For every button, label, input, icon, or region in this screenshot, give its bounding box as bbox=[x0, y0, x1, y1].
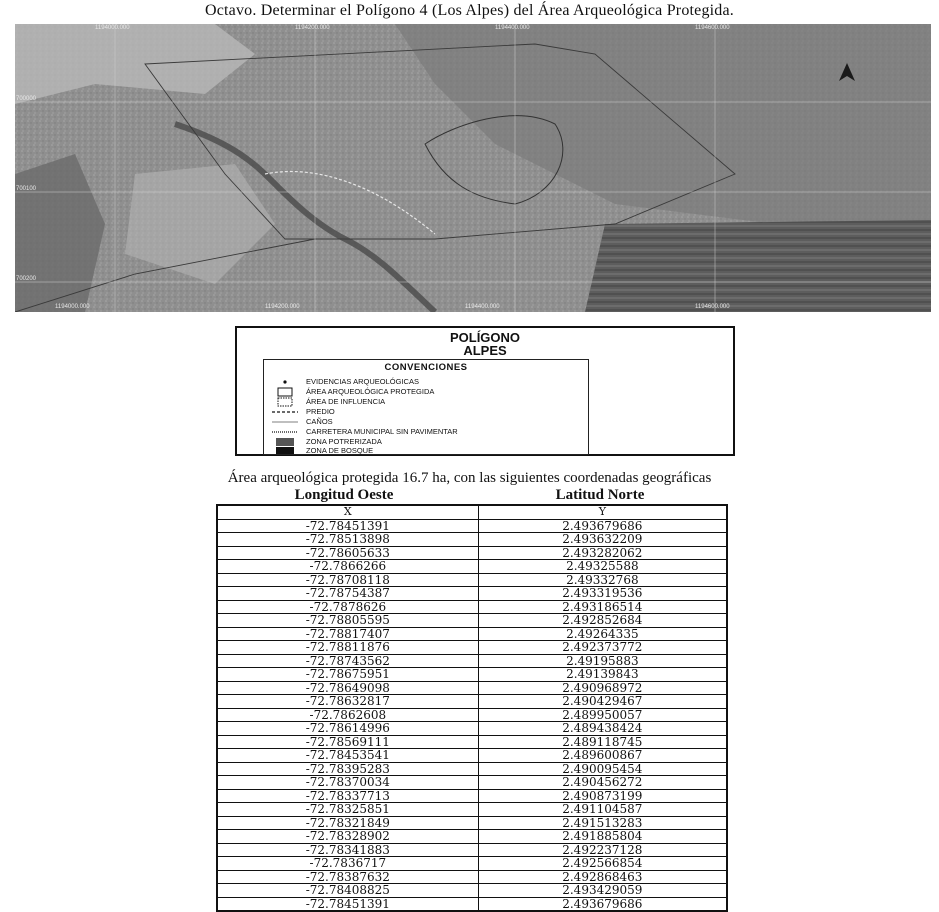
table-row bbox=[217, 708, 727, 722]
map-legend bbox=[235, 326, 735, 456]
latitude-cell: 2.489438424 bbox=[478, 722, 727, 736]
table-row bbox=[217, 722, 727, 736]
latitude-cell: 2.492868463 bbox=[478, 870, 727, 884]
dashed-line-icon bbox=[268, 407, 302, 417]
table-row bbox=[217, 627, 727, 641]
longitude-header: Longitud Oeste bbox=[294, 487, 394, 503]
y-column-header: Y bbox=[478, 505, 727, 519]
table-row bbox=[217, 789, 727, 803]
legend-item-label: CAÑOS bbox=[306, 417, 333, 426]
latitude-cell: 2.492237128 bbox=[478, 843, 727, 857]
legend-title-line1: POLÍGONO bbox=[449, 330, 521, 345]
area-caption: Área arqueológica protegida 16.7 ha, con las siguientes coordenadas geográficas bbox=[227, 470, 712, 486]
latitude-cell: 2.49332768 bbox=[478, 573, 727, 587]
latitude-cell: 2.493186514 bbox=[478, 600, 727, 614]
table-row bbox=[217, 749, 727, 763]
table-row bbox=[217, 681, 727, 695]
latitude-cell: 2.493632209 bbox=[478, 533, 727, 547]
table-header-row bbox=[217, 505, 727, 519]
longitude-cell: -72.7866266 bbox=[217, 560, 478, 574]
longitude-cell: -72.78632817 bbox=[217, 695, 478, 709]
legend-conventions-box bbox=[263, 359, 589, 455]
table-row bbox=[217, 560, 727, 574]
latitude-cell: 2.489118745 bbox=[478, 735, 727, 749]
thin-line-icon bbox=[268, 417, 302, 427]
latitude-cell: 2.491885804 bbox=[478, 830, 727, 844]
latitude-cell: 2.489950057 bbox=[478, 708, 727, 722]
latitude-cell: 2.490456272 bbox=[478, 776, 727, 790]
latitude-cell: 2.489600867 bbox=[478, 749, 727, 763]
table-row bbox=[217, 803, 727, 817]
table-row bbox=[217, 641, 727, 655]
latitude-cell: 2.491513283 bbox=[478, 816, 727, 830]
table-row bbox=[217, 668, 727, 682]
map-tick-bottom-3: 1194400.000 bbox=[465, 304, 500, 310]
table-row bbox=[217, 897, 727, 911]
latitude-cell: 2.493679686 bbox=[478, 519, 727, 533]
latitude-cell: 2.490095454 bbox=[478, 762, 727, 776]
longitude-cell: -72.7836717 bbox=[217, 857, 478, 871]
legend-item-label: ÁREA ARQUEOLÓGICA PROTEGIDA bbox=[306, 387, 435, 396]
legend-title bbox=[237, 331, 733, 357]
table-row bbox=[217, 600, 727, 614]
table-row bbox=[217, 843, 727, 857]
latitude-cell: 2.49264335 bbox=[478, 627, 727, 641]
table-super-headers bbox=[0, 487, 939, 505]
latitude-cell: 2.490968972 bbox=[478, 681, 727, 695]
longitude-cell: -72.78453541 bbox=[217, 749, 478, 763]
latitude-cell: 2.492852684 bbox=[478, 614, 727, 628]
longitude-cell: -72.78408825 bbox=[217, 884, 478, 898]
map-tick-left-2: 700100 bbox=[16, 186, 37, 192]
map-tick-left-3: 700200 bbox=[16, 276, 37, 282]
table-row bbox=[217, 654, 727, 668]
table-row bbox=[217, 870, 727, 884]
table-row bbox=[217, 614, 727, 628]
table-row bbox=[217, 587, 727, 601]
map-tick-top-1: 1194000.000 bbox=[95, 25, 130, 31]
longitude-cell: -72.7862608 bbox=[217, 708, 478, 722]
longitude-cell: -72.78325851 bbox=[217, 803, 478, 817]
longitude-cell: -72.78341883 bbox=[217, 843, 478, 857]
longitude-cell: -72.78649098 bbox=[217, 681, 478, 695]
latitude-cell: 2.492566854 bbox=[478, 857, 727, 871]
longitude-cell: -72.78569111 bbox=[217, 735, 478, 749]
table-row bbox=[217, 857, 727, 871]
longitude-cell: -72.78321849 bbox=[217, 816, 478, 830]
table-row bbox=[217, 762, 727, 776]
latitude-cell: 2.490429467 bbox=[478, 695, 727, 709]
longitude-cell: -72.78387632 bbox=[217, 870, 478, 884]
map-tick-top-2: 1194200.000 bbox=[295, 25, 330, 31]
longitude-cell: -72.78451391 bbox=[217, 897, 478, 911]
page-title: Octavo. Determinar el Polígono 4 (Los Alpes) del Área Arqueológica Protegida. bbox=[204, 2, 735, 19]
legend-item-label: EVIDENCIAS ARQUEOLÓGICAS bbox=[306, 377, 419, 386]
map-tick-top-4: 1194600.000 bbox=[695, 25, 730, 31]
longitude-cell: -72.7878626 bbox=[217, 600, 478, 614]
latitude-cell: 2.49139843 bbox=[478, 668, 727, 682]
longitude-cell: -72.78395283 bbox=[217, 762, 478, 776]
dot-icon bbox=[268, 377, 302, 387]
latitude-cell: 2.492373772 bbox=[478, 641, 727, 655]
latitude-cell: 2.493319536 bbox=[478, 587, 727, 601]
satellite-map bbox=[15, 24, 931, 312]
table-row bbox=[217, 735, 727, 749]
longitude-cell: -72.78675951 bbox=[217, 668, 478, 682]
conventions-title: CONVENCIONES bbox=[384, 362, 468, 373]
map-tick-top-3: 1194400.000 bbox=[495, 25, 530, 31]
x-column-header: X bbox=[217, 505, 478, 519]
longitude-cell: -72.78743562 bbox=[217, 654, 478, 668]
latitude-cell: 2.49195883 bbox=[478, 654, 727, 668]
longitude-cell: -72.78328902 bbox=[217, 830, 478, 844]
square-outline-icon bbox=[268, 387, 302, 397]
latitude-header: Latitud Norte bbox=[555, 487, 645, 503]
longitude-cell: -72.78513898 bbox=[217, 533, 478, 547]
latitude-cell: 2.490873199 bbox=[478, 789, 727, 803]
longitude-cell: -72.78614996 bbox=[217, 722, 478, 736]
coordinates-table bbox=[216, 504, 728, 912]
table-row bbox=[217, 546, 727, 560]
map-image bbox=[15, 24, 931, 312]
map-tick-bottom-1: 1194000.000 bbox=[55, 304, 90, 310]
longitude-cell: -72.78805595 bbox=[217, 614, 478, 628]
table-row bbox=[217, 884, 727, 898]
table-row bbox=[217, 695, 727, 709]
legend-item-label: PREDIO bbox=[306, 407, 335, 416]
longitude-cell: -72.78754387 bbox=[217, 587, 478, 601]
latitude-cell: 2.491104587 bbox=[478, 803, 727, 817]
dark-fill-icon bbox=[268, 446, 302, 456]
longitude-cell: -72.78605633 bbox=[217, 546, 478, 560]
table-row bbox=[217, 816, 727, 830]
longitude-cell: -72.78811876 bbox=[217, 641, 478, 655]
longitude-cell: -72.78370034 bbox=[217, 776, 478, 790]
latitude-cell: 2.49325588 bbox=[478, 560, 727, 574]
dotted-line-icon bbox=[268, 427, 302, 437]
square-dotted-icon bbox=[268, 397, 302, 407]
table-row bbox=[217, 830, 727, 844]
latitude-cell: 2.493429059 bbox=[478, 884, 727, 898]
latitude-cell: 2.493679686 bbox=[478, 897, 727, 911]
map-tick-left-1: 700000 bbox=[16, 96, 37, 102]
longitude-cell: -72.78451391 bbox=[217, 519, 478, 533]
table-row bbox=[217, 533, 727, 547]
coordinates-table-body bbox=[217, 519, 727, 911]
longitude-cell: -72.78817407 bbox=[217, 627, 478, 641]
longitude-cell: -72.78337713 bbox=[217, 789, 478, 803]
map-tick-bottom-2: 1194200.000 bbox=[265, 304, 300, 310]
map-tick-bottom-4: 1194600.000 bbox=[695, 304, 730, 310]
legend-item-label: ZONA DE BOSQUE bbox=[306, 446, 374, 455]
legend-item-label: CARRETERA MUNICIPAL SIN PAVIMENTAR bbox=[306, 427, 458, 436]
latitude-cell: 2.493282062 bbox=[478, 546, 727, 560]
longitude-cell: -72.78708118 bbox=[217, 573, 478, 587]
legend-title-line2: ALPES bbox=[463, 343, 507, 358]
north-arrow-icon bbox=[835, 61, 859, 85]
legend-item-label: ÁREA DE INFLUENCIA bbox=[306, 397, 386, 406]
table-row bbox=[217, 519, 727, 533]
table-row bbox=[217, 573, 727, 587]
table-row bbox=[217, 776, 727, 790]
legend-item-label: ZONA POTRERIZADA bbox=[306, 437, 382, 446]
